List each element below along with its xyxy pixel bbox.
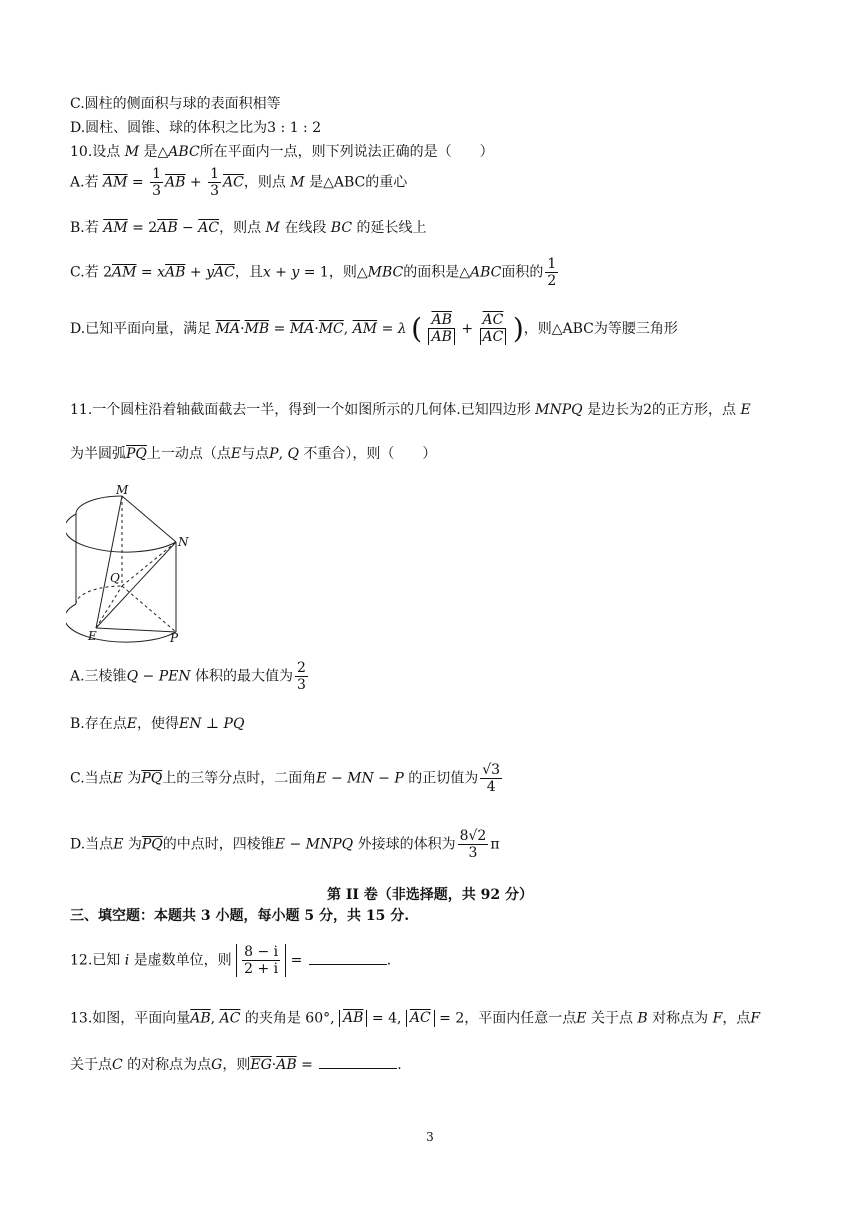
q13-answer-blank[interactable] [319,1056,397,1069]
q13-line2: 关于点C 的对称点为点G，则$\overline{EG}\cdot\overline{AB}$ = . [70,1057,402,1073]
geometry-figure [66,484,196,644]
fig-label-m: M [116,484,129,497]
q12-answer-blank[interactable] [309,952,387,965]
q11-stem-line1: 11.一个圆柱沿着轴截面截去一半，得到一个如图所示的几何体.已知四边形 MNPQ 是边长为2的正方形，点 E [70,402,751,418]
fig-label-p: P [170,631,179,644]
q10-option-c: C.若 $2\overline{AM} = x\overline{AB} + y\overline{AC}$，且x + y = 1，则△MBC的面积是△ABC面积的 $\frac{1}{2}$ [70,256,557,290]
q11-option-c: C.当点E 为$\overline{PQ}$上的三等分点时，二面角E − MN − P 的正切值为 $\frac{√3}{4}$ [70,762,501,796]
q10-option-d: D.已知平面向量，满足 $\overline{MA}\cdot\overline{MB} = \overline{MA}\cdot\overline{MC}$, $\overline{AM} = \lambda$ ( $\frac{\overline{AB}}{AB}$ + $\frac{\overline{AC}}{AC}$ )，则△ABC为等腰三角形 [70,312,678,346]
q12: 12.已知 i 是虚数单位，则 $\frac{8 - i}{2 + i}$ = . [70,944,392,978]
fig-label-e: E [88,629,97,643]
section-title: 第 II 卷（非选择题，共 92 分） [326,887,534,903]
q9-option-d: D.圆柱、圆锥、球的体积之比为3 : 1 : 2 [70,120,322,136]
q10-stem: 10.设点 M 是△ABC所在平面内一点，则下列说法正确的是（ ） [70,144,494,160]
q11-stem-line2: 为半圆弧$\overline{PQ}$上一动点（点E与点P, Q 不重合），则（ ） [70,446,437,462]
fig-label-n: N [178,535,189,549]
q10-option-a: A.若 $\overline{AM}$ = $\frac{1}{3}$ $\overline{AB}$ + $\frac{1}{3}$ $\overline{AC}$，则点 M 是△ABC的重心 [70,166,408,200]
q10-option-b: B.若 $\overline{AM} = 2\overline{AB} - \overline{AC}$，则点 M 在线段 BC 的延长线上 [70,220,427,236]
q11-option-d: D.当点E 为$\overline{PQ}$的中点时，四棱锥E − MNPQ 外接球的体积为 $\frac{8√2}{3}$ π [70,828,500,862]
q11-option-a: A.三棱锥Q − PEN 体积的最大值为 $\frac{2}{3}$ [70,660,306,694]
fig-label-q: Q [110,571,120,585]
part3-heading: 三、填空题：本题共 3 小题，每小题 5 分，共 15 分. [70,908,410,924]
q13-line1: 13.如图，平面向量$\overline{AB}$, $\overline{AC}$ 的夹角是 60°, $\overline{AB} = 4$, $\overline{AC} = 2$，平面内任意一点E 关于点 B 对称点为 F，点F [70,1010,761,1027]
q11-option-b: B.存在点E，使得EN ⊥ PQ [70,716,245,732]
page-number: 3 [426,1130,434,1144]
q9-option-c: C.圆柱的侧面积与球的表面积相等 [70,96,281,112]
